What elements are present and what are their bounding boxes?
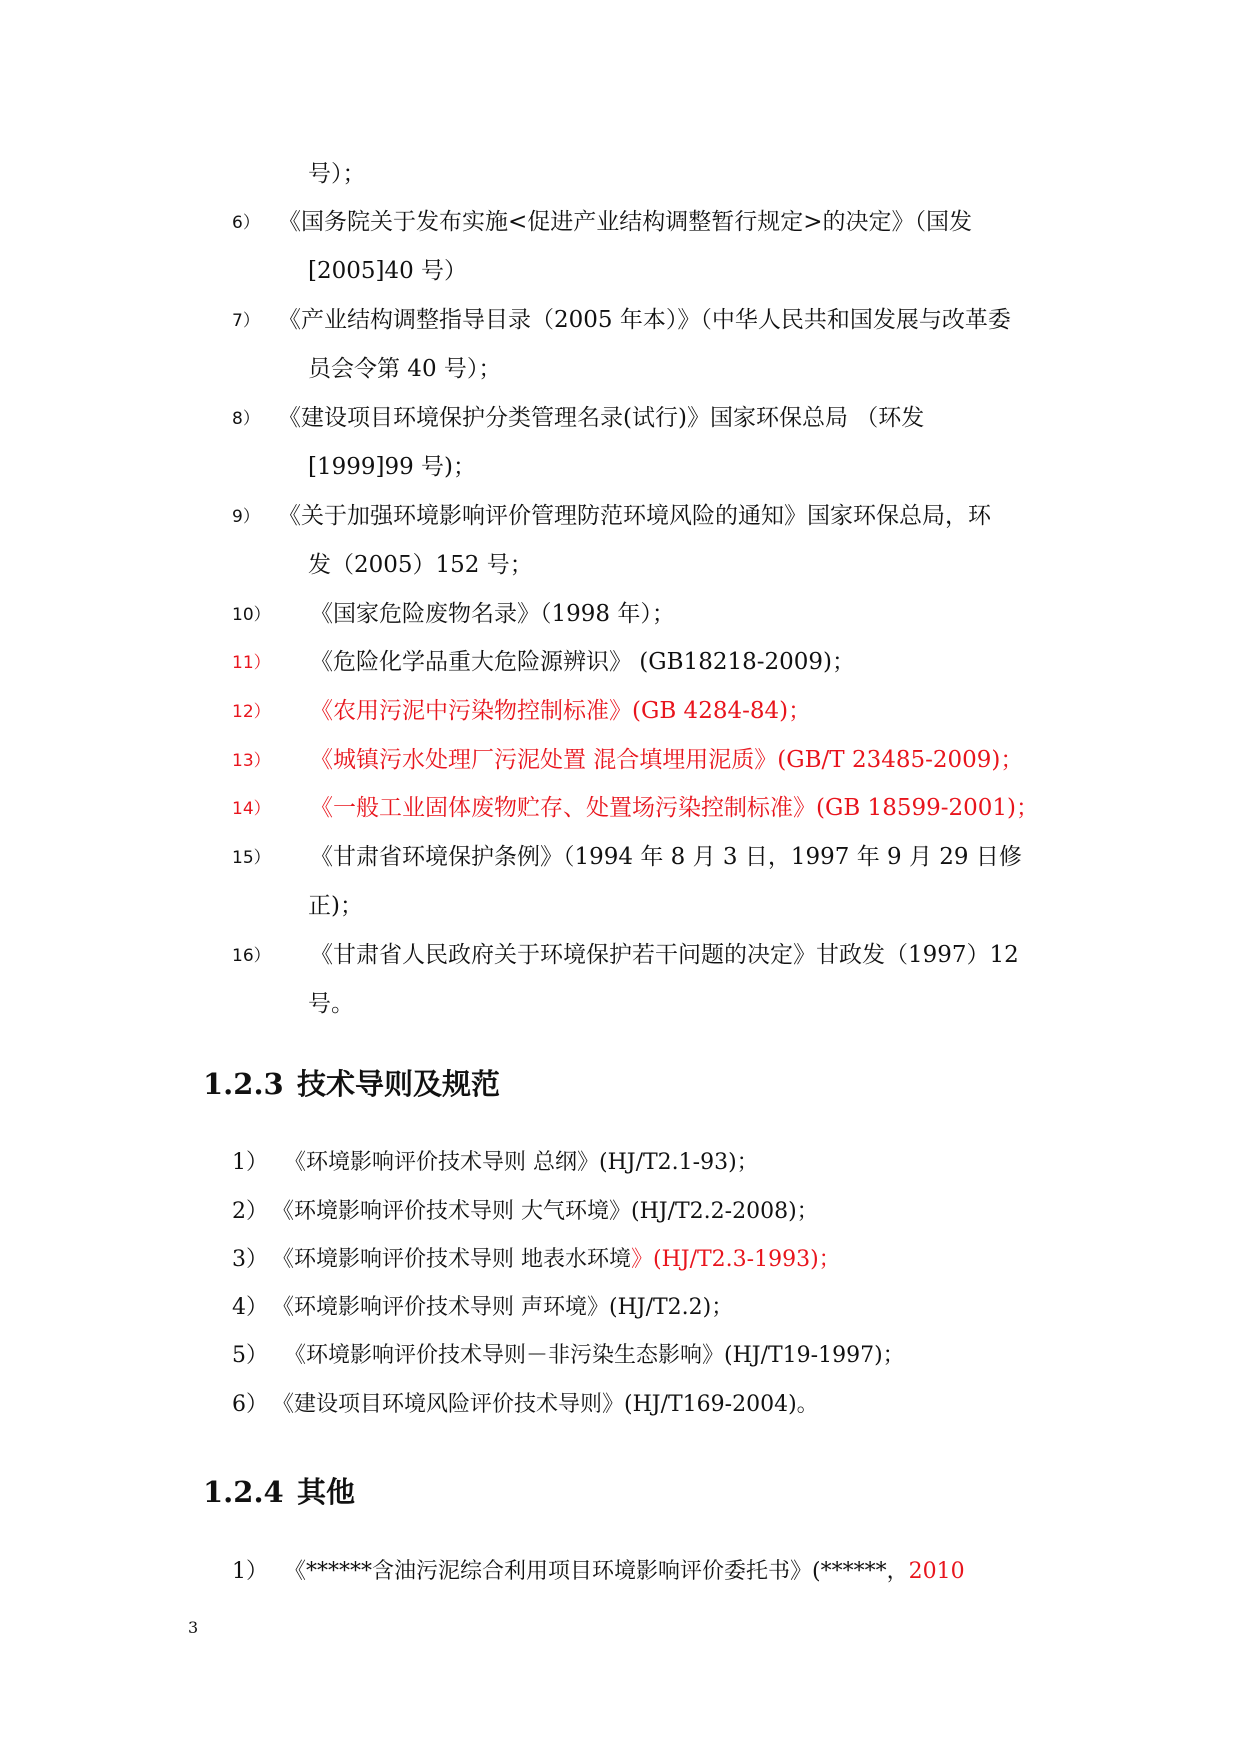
list-item-number: 12） bbox=[232, 702, 271, 722]
list-item-text: 《环境影响评价技术导则 地表水环境 bbox=[272, 1247, 631, 1272]
list-item-text: 《环境影响评价技术导则 总纲》(HJ/T2.1-93)； bbox=[284, 1150, 759, 1175]
list-item bbox=[232, 1245, 841, 1275]
page-number: 3 bbox=[188, 1618, 199, 1637]
list-item-number: 13） bbox=[232, 751, 271, 771]
list-item-continuation: 号）； bbox=[308, 161, 366, 187]
list-item bbox=[232, 1557, 965, 1587]
list-item-number: 14） bbox=[232, 799, 271, 819]
list-item-number: 4） bbox=[232, 1295, 268, 1320]
list-item-number: 10） bbox=[232, 605, 271, 625]
list-item bbox=[232, 1148, 759, 1178]
list-item-continuation: 员会令第 40 号）； bbox=[308, 356, 502, 382]
list-item-number: 6） bbox=[232, 1392, 268, 1417]
list-item-number: 16） bbox=[232, 946, 271, 966]
list-item-number: 2） bbox=[232, 1199, 268, 1224]
list-item-number: 9） bbox=[232, 507, 260, 527]
list-item bbox=[232, 1341, 905, 1371]
section-heading bbox=[203, 1474, 355, 1510]
list-item-text: 《环境影响评价技术导则－非污染生态影响》(HJ/T19-1997)； bbox=[284, 1343, 905, 1368]
list-item bbox=[232, 1293, 733, 1323]
list-item-text: 《甘肃省人民政府关于环境保护若干问题的决定》甘政发（1997）12 bbox=[310, 942, 1019, 968]
list-item-number: 11） bbox=[232, 653, 271, 673]
list-item-text-red: 》(HJ/T2.3-1993)； bbox=[631, 1247, 841, 1272]
list-item-text: 《危险化学品重大危险源辨识》 (GB18218-2009)； bbox=[310, 649, 856, 675]
list-item bbox=[232, 1390, 819, 1420]
list-item-continuation: 号。 bbox=[308, 991, 354, 1017]
list-item-continuation: [2005]40 号） bbox=[308, 258, 468, 284]
list-item-text: 《产业结构调整指导目录（2005 年本）》（中华人民共和国发展与改革委 bbox=[278, 307, 1011, 333]
list-item-continuation: 发（2005）152 号； bbox=[308, 552, 533, 578]
list-item-text: 《农用污泥中污染物控制标准》(GB 4284-84)； bbox=[310, 698, 812, 724]
list-item-text: 《******含油污泥综合利用项目环境影响评价委托书》(******， bbox=[284, 1559, 909, 1584]
list-item-number: 1） bbox=[232, 1559, 268, 1584]
section-title: 技术导则及规范 bbox=[297, 1067, 501, 1101]
list-item bbox=[232, 1197, 819, 1227]
list-item-text: 《国家危险废物名录》（1998 年）； bbox=[310, 601, 675, 627]
list-item-text: 《城镇污水处理厂污泥处置 混合填埋用泥质》(GB/T 23485-2009)； bbox=[310, 747, 1024, 773]
list-item-number: 15） bbox=[232, 848, 271, 868]
list-item-number: 5） bbox=[232, 1343, 268, 1368]
list-item-text: 《建设项目环境风险评价技术导则》(HJ/T169-2004)。 bbox=[272, 1392, 819, 1417]
list-item-number: 3） bbox=[232, 1247, 268, 1272]
section-number: 1.2.3 bbox=[203, 1067, 284, 1101]
list-item-continuation: [1999]99 号)； bbox=[308, 454, 477, 480]
list-item-continuation: 正)； bbox=[308, 893, 363, 919]
list-item-number: 1） bbox=[232, 1150, 268, 1175]
section-number: 1.2.4 bbox=[203, 1475, 284, 1509]
list-item-text: 《国务院关于发布实施<促进产业结构调整暂行规定>的决定》（国发 bbox=[278, 209, 973, 235]
list-item-text: 《甘肃省环境保护条例》（1994 年 8 月 3 日，1997 年 9 月 29 日修 bbox=[310, 844, 1022, 870]
list-item-text: 《环境影响评价技术导则 声环境》(HJ/T2.2)； bbox=[272, 1295, 734, 1320]
list-item-text: 《一般工业固体废物贮存、处置场污染控制标准》(GB 18599-2001)； bbox=[310, 795, 1040, 821]
list-item-number: 8） bbox=[232, 409, 260, 429]
list-item-text: 《关于加强环境影响评价管理防范环境风险的通知》国家环保总局，环 bbox=[278, 503, 991, 529]
section-title: 其他 bbox=[297, 1475, 356, 1509]
list-item-text-red: 2010 bbox=[908, 1559, 965, 1584]
list-item-text: 《建设项目环境保护分类管理名录(试行)》国家环保总局 （环发 bbox=[278, 405, 925, 431]
list-item-text: 《环境影响评价技术导则 大气环境》(HJ/T2.2-2008)； bbox=[272, 1199, 819, 1224]
list-item-number: 6） bbox=[232, 213, 260, 233]
list-item-number: 7） bbox=[232, 311, 260, 331]
section-heading bbox=[203, 1066, 500, 1102]
